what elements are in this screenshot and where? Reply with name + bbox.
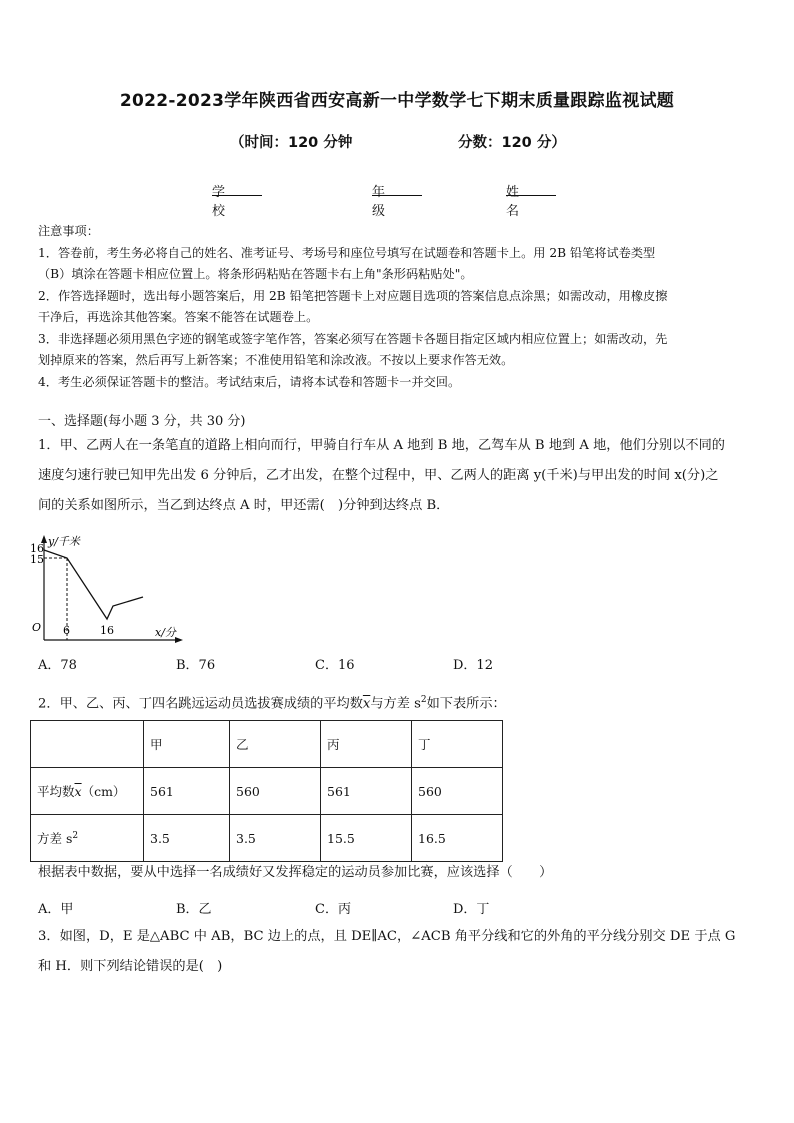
table-header-cell: 丙 (321, 721, 412, 768)
table-row (31, 815, 503, 862)
question-2-followup: 根据表中数据，要从中选择一名成绩好又发挥稳定的运动员参加比赛，应该选择（ ） (38, 865, 553, 880)
option-c[interactable]: C．16 (315, 658, 355, 673)
option-b[interactable]: B．76 (176, 658, 216, 673)
section-heading: 一、选择题(每小题 3 分，共 30 分) (38, 414, 246, 429)
total-score: 分数：120 分） (458, 135, 566, 151)
distance-curve (44, 550, 143, 619)
question-1 (38, 431, 725, 521)
row-label-variance: 方差 $s^2$ (31, 815, 144, 862)
option-c[interactable]: C．丙 (315, 902, 351, 917)
question-3-line: 3．如图，D，E 是△ABC 中 AB，BC 边上的点，且 DE∥AC，∠ACB 角平分线和它的外角的平分线分别交 DE 于点 G (38, 929, 736, 944)
note-line: 4．考生必须保证答题卡的整洁。考试结束后，请将本试卷和答题卡一并交回。 (38, 374, 461, 389)
question-2-stem: 2．甲、乙、丙、丁四名跳远运动员选拔赛成绩的平均数$\overline{x}$与方差 $s^2$如下表所示： (38, 695, 506, 712)
table-cell: 561 (144, 768, 230, 815)
option-d[interactable]: D．丁 (453, 902, 490, 917)
y-tick-15: 15 (30, 553, 44, 566)
table-header-row (31, 721, 503, 768)
time-limit: （时间：120 分钟 (230, 135, 353, 151)
notes-heading: 注意事项： (38, 224, 99, 238)
option-d[interactable]: D．12 (453, 658, 493, 673)
question-1-line: 速度匀速行驶已知甲先出发 6 分钟后，乙才出发，在整个过程中，甲、乙两人的距离 y(千米)与甲出发的时间 x(分)之 (38, 468, 719, 483)
question-1-options (38, 654, 758, 674)
option-b[interactable]: B．乙 (176, 902, 212, 917)
table-cell: 15.5 (321, 815, 412, 862)
exam-notes (38, 221, 760, 393)
question-2-options (38, 898, 758, 918)
name-blank (506, 181, 556, 196)
table-header-cell: 丁 (412, 721, 503, 768)
question-1-line: 1．甲、乙两人在一条笔直的道路上相向而行，甲骑自行车从 A 地到 B 地，乙驾车从 B 地到 A 地，他们分别以不同的 (38, 438, 725, 453)
table-cell: 16.5 (412, 815, 503, 862)
option-a[interactable]: A．甲 (38, 902, 74, 917)
note-line: 划掉原来的答案，然后再写上新答案；不准使用铅笔和涂改液。不按以上要求作答无效。 (38, 353, 514, 367)
question-1-line: 间的关系如图所示，当乙到达终点 A 时，甲还需( )分钟到达终点 B． (38, 498, 450, 513)
note-line: 3．非选择题必须用黑色字迹的钢笔或签字笔作答，答案必须写在答题卡各题目指定区域内相应位置上；如需改动，先 (38, 331, 668, 346)
exam-subtitle (0, 131, 794, 151)
table-cell: 561 (321, 768, 412, 815)
x-axis-label: x/分 (155, 626, 176, 639)
note-line: 1．答卷前，考生务必将自己的姓名、准考证号、考场号和座位号填写在试题卷和答题卡上。用 2B 铅笔将试卷类型 (38, 245, 656, 260)
school-blank (212, 181, 262, 196)
y-tick-16: 16 (30, 542, 44, 555)
note-line: （B）填涂在答题卡相应位置上。将条形码粘贴在答题卡右上角"条形码粘贴处"。 (38, 267, 473, 281)
x-axis-arrow (175, 637, 183, 643)
table-cell: 560 (230, 768, 321, 815)
x-tick-16: 16 (100, 624, 114, 637)
table-row (31, 768, 503, 815)
table-cell: 3.5 (230, 815, 321, 862)
option-a[interactable]: A．78 (38, 658, 77, 673)
distance-time-graph (30, 530, 190, 645)
exam-title: 2022-2023学年陕西省西安高新一中学数学七下期末质量跟踪监视试题 (119, 91, 675, 111)
row-label-mean: 平均数$\overline{x}(cm)$ (31, 768, 144, 815)
x-tick-6: 6 (63, 624, 70, 637)
score-table (30, 720, 503, 862)
table-header-cell (31, 721, 144, 768)
note-line: 干净后，再选涂其他答案。答案不能答在试题卷上。 (38, 310, 319, 324)
note-line: 2．作答选择题时，选出每小题答案后，用 2B 铅笔把答题卡上对应题目选项的答案信息点涂黑；如需改动，用橡皮擦 (38, 288, 668, 303)
mean-symbol: $\overline{x}$ (362, 696, 371, 712)
table-header-cell: 乙 (230, 721, 321, 768)
table-cell: 3.5 (144, 815, 230, 862)
origin-label: O (32, 621, 42, 634)
y-axis-label: y/千米 (48, 535, 80, 548)
table-header-cell: 甲 (144, 721, 230, 768)
student-info-row: 学校 年级 姓名 (0, 181, 794, 201)
grade-blank (372, 181, 422, 196)
table-cell: 560 (412, 768, 503, 815)
question-3-line: 和 H．则下列结论错误的是( ) (38, 959, 223, 974)
question-3 (38, 922, 735, 982)
